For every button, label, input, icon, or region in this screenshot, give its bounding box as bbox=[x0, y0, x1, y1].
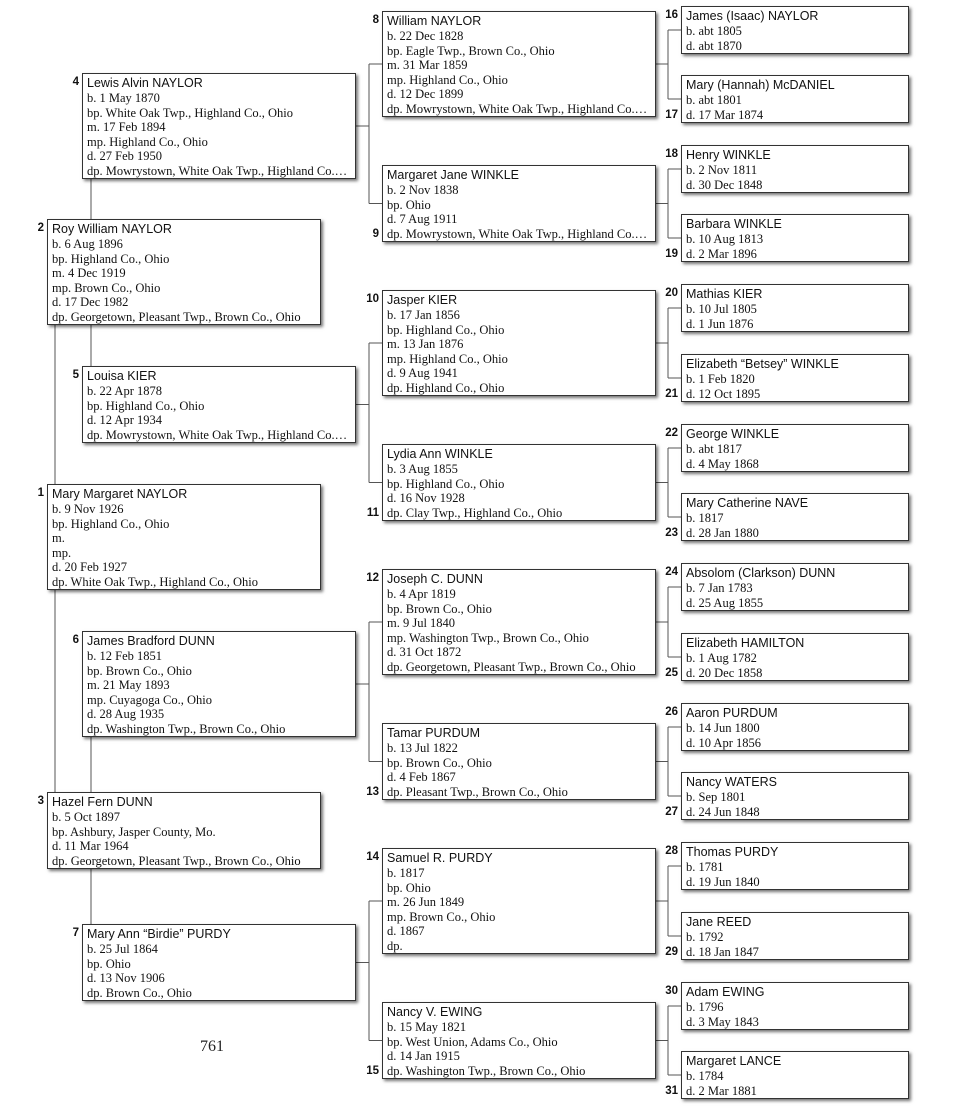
person-box-16 bbox=[681, 6, 909, 54]
person-name: Samuel R. PURDY bbox=[387, 851, 493, 865]
person-name: James (Isaac) NAYLOR bbox=[686, 9, 819, 23]
ahnentafel-number: 11 bbox=[366, 507, 379, 519]
ahnentafel-number: 27 bbox=[665, 806, 678, 818]
person-detail-line: mp. Highland Co., Ohio bbox=[87, 134, 208, 149]
person-detail-line: d. 16 Nov 1928 bbox=[387, 491, 465, 506]
person-name: Jane REED bbox=[686, 915, 752, 929]
ahnentafel-number: 31 bbox=[665, 1085, 678, 1097]
person-detail-line: dp. Pleasant Twp., Brown Co., Ohio bbox=[387, 784, 568, 799]
person-detail-line: d. 1867 bbox=[387, 924, 425, 939]
person-detail-line: b. 13 Jul 1822 bbox=[387, 741, 458, 755]
person-detail-line: m. 26 Jun 1849 bbox=[387, 895, 465, 910]
person-detail-line: dp. Georgetown, Pleasant Twp., Brown Co., Ohio bbox=[52, 309, 301, 324]
person-name: Lydia Ann WINKLE bbox=[387, 447, 493, 461]
person-detail-line: b. 14 Jun 1800 bbox=[686, 721, 760, 735]
person-detail-line: b. 1 Aug 1782 bbox=[686, 651, 757, 665]
person-detail-line: mp. Washington Twp., Brown Co., Ohio bbox=[387, 630, 589, 645]
person-box-9 bbox=[382, 165, 656, 242]
person-detail-line: d. 4 May 1868 bbox=[686, 456, 759, 471]
person-box-12 bbox=[382, 569, 656, 675]
person-detail-line: m. 31 Mar 1859 bbox=[387, 58, 468, 73]
person-detail-line: dp. Clay Twp., Highland Co., Ohio bbox=[387, 505, 563, 520]
person-detail-line: bp. White Oak Twp., Highland Co., Ohio bbox=[87, 105, 293, 120]
person-detail-line: b. 17 Jan 1856 bbox=[387, 308, 460, 322]
person-detail-line: dp. Highland Co., Ohio bbox=[387, 380, 505, 395]
ahnentafel-number: 8 bbox=[372, 14, 379, 26]
ahnentafel-number: 23 bbox=[665, 527, 678, 539]
ahnentafel-number: 4 bbox=[72, 76, 79, 88]
ahnentafel-number: 29 bbox=[665, 946, 678, 958]
person-name: Henry WINKLE bbox=[686, 148, 771, 162]
ahnentafel-number: 30 bbox=[665, 985, 678, 997]
person-detail-line: d. 12 Dec 1899 bbox=[387, 87, 464, 102]
person-box-2 bbox=[47, 219, 321, 325]
person-box-27 bbox=[681, 772, 909, 820]
person-detail-line: b. 1792 bbox=[686, 930, 724, 944]
person-detail-line: d. 7 Aug 1911 bbox=[387, 212, 458, 227]
person-detail-line: dp. Washington Twp., Brown Co., Ohio bbox=[387, 1063, 586, 1078]
person-box-20 bbox=[681, 284, 909, 332]
person-detail-line: m. 21 May 1893 bbox=[87, 678, 170, 693]
ahnentafel-number: 24 bbox=[665, 566, 678, 578]
person-detail-line: dp. Georgetown, Pleasant Twp., Brown Co., Ohio bbox=[52, 853, 301, 868]
person-detail-line: d. 3 May 1843 bbox=[686, 1014, 759, 1029]
person-name: Roy William NAYLOR bbox=[52, 222, 172, 236]
person-box-3 bbox=[47, 792, 321, 869]
person-detail-line: b. 1781 bbox=[686, 860, 724, 874]
person-detail-line: m. 4 Dec 1919 bbox=[52, 266, 126, 281]
ahnentafel-number: 14 bbox=[366, 851, 379, 863]
person-name: Louisa KIER bbox=[87, 369, 157, 383]
person-box-7 bbox=[82, 924, 356, 1001]
person-name: Thomas PURDY bbox=[686, 845, 779, 859]
person-name: Joseph C. DUNN bbox=[387, 572, 483, 586]
person-detail-line: b. abt 1801 bbox=[686, 93, 742, 107]
person-box-25 bbox=[681, 633, 909, 681]
person-detail-line: b. 6 Aug 1896 bbox=[52, 237, 123, 251]
person-detail-line: bp. Highland Co., Ohio bbox=[52, 251, 170, 266]
person-name: Barbara WINKLE bbox=[686, 217, 782, 231]
ahnentafel-number: 10 bbox=[366, 293, 379, 305]
ahnentafel-number: 15 bbox=[366, 1065, 379, 1077]
person-detail-line: mp. Brown Co., Ohio bbox=[52, 280, 161, 295]
person-detail-line: dp. Mowrystown, White Oak Twp., Highland Co.… bbox=[387, 101, 648, 116]
person-detail-line: bp. Highland Co., Ohio bbox=[87, 398, 205, 413]
person-detail-line: dp. White Oak Twp., Highland Co., Ohio bbox=[52, 574, 258, 589]
person-detail-line: d. 12 Oct 1895 bbox=[686, 386, 761, 401]
person-name: Elizabeth HAMILTON bbox=[686, 636, 805, 650]
person-detail-line: d. 28 Aug 1935 bbox=[87, 707, 165, 722]
person-detail-line: dp. Brown Co., Ohio bbox=[87, 985, 192, 1000]
ahnentafel-number: 5 bbox=[72, 369, 79, 381]
person-box-29 bbox=[681, 912, 909, 960]
person-detail-line: dp. Mowrystown, White Oak Twp., Highland Co.… bbox=[387, 226, 648, 241]
ahnentafel-number: 16 bbox=[665, 9, 678, 21]
person-detail-line: bp. Brown Co., Ohio bbox=[387, 755, 492, 770]
page-number: 761 bbox=[200, 1038, 224, 1055]
person-detail-line: mp. Brown Co., Ohio bbox=[387, 909, 496, 924]
person-detail-line: m. bbox=[52, 531, 65, 546]
person-detail-line: mp. Cuyagoga Co., Ohio bbox=[87, 692, 212, 707]
person-detail-line: bp. Highland Co., Ohio bbox=[387, 476, 505, 491]
person-box-19 bbox=[681, 214, 909, 262]
person-name: Nancy V. EWING bbox=[387, 1005, 483, 1019]
ahnentafel-number: 22 bbox=[665, 427, 678, 439]
person-box-30 bbox=[681, 982, 909, 1030]
person-detail-line: b. abt 1805 bbox=[686, 24, 742, 38]
person-name: Mary Catherine NAVE bbox=[686, 496, 809, 510]
person-detail-line: b. 7 Jan 1783 bbox=[686, 581, 753, 595]
person-name: Aaron PURDUM bbox=[686, 706, 778, 720]
person-detail-line: d. 11 Mar 1964 bbox=[52, 839, 129, 854]
person-detail-line: d. 20 Dec 1858 bbox=[686, 665, 763, 680]
person-detail-line: d. 13 Nov 1906 bbox=[87, 971, 165, 986]
person-detail-line: b. 22 Dec 1828 bbox=[387, 29, 464, 43]
ahnentafel-number: 9 bbox=[372, 228, 379, 240]
person-detail-line: bp. Ashbury, Jasper County, Mo. bbox=[52, 824, 216, 839]
person-detail-line: b. 1784 bbox=[686, 1069, 724, 1083]
person-detail-line: b. 1796 bbox=[686, 1000, 724, 1014]
person-box-24 bbox=[681, 563, 909, 611]
person-detail-line: dp. Mowrystown, White Oak Twp., Highland Co.… bbox=[87, 427, 348, 442]
person-detail-line: bp. Ohio bbox=[387, 197, 431, 212]
person-name: William NAYLOR bbox=[387, 14, 482, 28]
person-detail-line: b. 25 Jul 1864 bbox=[87, 942, 158, 956]
person-detail-line: b. 1817 bbox=[686, 511, 724, 525]
person-detail-line: d. 17 Mar 1874 bbox=[686, 107, 764, 122]
person-detail-line: d. 27 Feb 1950 bbox=[87, 149, 162, 164]
person-detail-line: d. 10 Apr 1856 bbox=[686, 735, 761, 750]
person-box-23 bbox=[681, 493, 909, 541]
person-name: Lewis Alvin NAYLOR bbox=[87, 76, 203, 90]
ahnentafel-number: 19 bbox=[665, 248, 678, 260]
person-name: Absolom (Clarkson) DUNN bbox=[686, 566, 836, 580]
person-detail-line: mp. Highland Co., Ohio bbox=[387, 72, 508, 87]
person-detail-line: m. 17 Feb 1894 bbox=[87, 120, 166, 135]
person-detail-line: b. 4 Apr 1819 bbox=[387, 587, 456, 601]
person-detail-line: d. 1 Jun 1876 bbox=[686, 316, 754, 331]
person-name: James Bradford DUNN bbox=[87, 634, 215, 648]
person-box-10 bbox=[382, 290, 656, 396]
person-name: Elizabeth “Betsey” WINKLE bbox=[686, 357, 839, 371]
person-box-1 bbox=[47, 484, 321, 590]
person-box-4 bbox=[82, 73, 356, 179]
ahnentafel-number: 20 bbox=[665, 287, 678, 299]
person-detail-line: bp. Highland Co., Ohio bbox=[52, 516, 170, 531]
ahnentafel-number: 6 bbox=[72, 634, 79, 646]
ahnentafel-number: 28 bbox=[665, 845, 678, 857]
person-box-8 bbox=[382, 11, 656, 117]
person-box-31 bbox=[681, 1051, 909, 1099]
person-detail-line: d. 28 Jan 1880 bbox=[686, 525, 759, 540]
ahnentafel-number: 26 bbox=[665, 706, 678, 718]
person-detail-line: d. 31 Oct 1872 bbox=[387, 645, 462, 660]
person-detail-line: d. abt 1870 bbox=[686, 38, 742, 53]
person-name: Mathias KIER bbox=[686, 287, 763, 301]
person-detail-line: bp. Brown Co., Ohio bbox=[87, 663, 192, 678]
person-detail-line: d. 30 Dec 1848 bbox=[686, 177, 763, 192]
person-detail-line: d. 19 Jun 1840 bbox=[686, 874, 760, 889]
ahnentafel-number: 13 bbox=[366, 786, 379, 798]
person-detail-line: bp. Ohio bbox=[387, 880, 431, 895]
ahnentafel-number: 18 bbox=[665, 148, 678, 160]
person-detail-line: m. 13 Jan 1876 bbox=[387, 337, 464, 352]
person-detail-line: b. Sep 1801 bbox=[686, 790, 746, 804]
person-detail-line: d. 14 Jan 1915 bbox=[387, 1049, 460, 1064]
person-detail-line: bp. Brown Co., Ohio bbox=[387, 601, 492, 616]
person-detail-line: bp. Eagle Twp., Brown Co., Ohio bbox=[387, 43, 555, 58]
person-name: Hazel Fern DUNN bbox=[52, 795, 153, 809]
ahnentafel-number: 12 bbox=[366, 572, 379, 584]
person-detail-line: b. 12 Feb 1851 bbox=[87, 649, 162, 663]
person-detail-line: bp. Highland Co., Ohio bbox=[387, 322, 505, 337]
person-detail-line: d. 17 Dec 1982 bbox=[52, 295, 129, 310]
person-detail-line: d. 9 Aug 1941 bbox=[387, 366, 458, 381]
person-detail-line: b. 10 Aug 1813 bbox=[686, 232, 764, 246]
person-box-21 bbox=[681, 354, 909, 402]
person-name: Mary Ann “Birdie” PURDY bbox=[87, 927, 231, 941]
person-box-15 bbox=[382, 1002, 656, 1079]
person-detail-line: d. 25 Aug 1855 bbox=[686, 595, 764, 610]
person-name: Margaret LANCE bbox=[686, 1054, 782, 1068]
person-detail-line: m. 9 Jul 1840 bbox=[387, 616, 456, 631]
person-detail-line: d. 18 Jan 1847 bbox=[686, 944, 759, 959]
person-detail-line: b. 10 Jul 1805 bbox=[686, 302, 757, 316]
person-detail-line: dp. bbox=[387, 938, 403, 953]
person-box-13 bbox=[382, 723, 656, 800]
ahnentafel-number: 3 bbox=[37, 795, 44, 807]
ahnentafel-number: 25 bbox=[665, 667, 678, 679]
person-detail-line: bp. Ohio bbox=[87, 956, 131, 971]
person-name: Mary (Hannah) McDANIEL bbox=[686, 78, 835, 92]
person-detail-line: b. 1817 bbox=[387, 866, 425, 880]
person-box-18 bbox=[681, 145, 909, 193]
person-detail-line: b. 1 Feb 1820 bbox=[686, 372, 755, 386]
person-name: Jasper KIER bbox=[387, 293, 458, 307]
person-detail-line: b. 22 Apr 1878 bbox=[87, 384, 162, 398]
ahnentafel-number: 21 bbox=[665, 388, 678, 400]
ahnentafel-number: 2 bbox=[37, 222, 44, 234]
person-name: Margaret Jane WINKLE bbox=[387, 168, 519, 182]
person-detail-line: dp. Mowrystown, White Oak Twp., Highland Co.… bbox=[87, 163, 348, 178]
ahnentafel-number: 17 bbox=[665, 109, 678, 121]
person-detail-line: dp. Georgetown, Pleasant Twp., Brown Co., Ohio bbox=[387, 659, 636, 674]
person-box-5 bbox=[82, 366, 356, 443]
person-detail-line: d. 2 Mar 1896 bbox=[686, 246, 757, 261]
person-detail-line: b. 15 May 1821 bbox=[387, 1020, 467, 1034]
person-box-26 bbox=[681, 703, 909, 751]
person-detail-line: b. 2 Nov 1811 bbox=[686, 163, 758, 177]
person-box-17 bbox=[681, 75, 909, 123]
person-name: Adam EWING bbox=[686, 985, 765, 999]
person-box-11 bbox=[382, 444, 656, 521]
person-detail-line: b. 9 Nov 1926 bbox=[52, 502, 124, 516]
person-detail-line: mp. Highland Co., Ohio bbox=[387, 351, 508, 366]
person-detail-line: d. 24 Jun 1848 bbox=[686, 804, 760, 819]
person-name: Nancy WATERS bbox=[686, 775, 777, 789]
person-detail-line: b. 3 Aug 1855 bbox=[387, 462, 458, 476]
person-name: Mary Margaret NAYLOR bbox=[52, 487, 188, 501]
ahnentafel-number: 7 bbox=[72, 927, 79, 939]
person-detail-line: b. 1 May 1870 bbox=[87, 91, 160, 105]
person-detail-line: b. 5 Oct 1897 bbox=[52, 810, 121, 824]
person-detail-line: d. 20 Feb 1927 bbox=[52, 560, 127, 575]
person-detail-line: mp. bbox=[52, 545, 72, 560]
person-detail-line: d. 2 Mar 1881 bbox=[686, 1083, 757, 1098]
person-detail-line: bp. West Union, Adams Co., Ohio bbox=[387, 1034, 558, 1049]
person-box-6 bbox=[82, 631, 356, 737]
person-detail-line: d. 4 Feb 1867 bbox=[387, 770, 456, 785]
person-detail-line: dp. Washington Twp., Brown Co., Ohio bbox=[87, 721, 286, 736]
person-name: George WINKLE bbox=[686, 427, 780, 441]
person-detail-line: b. abt 1817 bbox=[686, 442, 742, 456]
person-box-14 bbox=[382, 848, 656, 954]
person-box-28 bbox=[681, 842, 909, 890]
person-box-22 bbox=[681, 424, 909, 472]
person-name: Tamar PURDUM bbox=[387, 726, 481, 740]
person-detail-line: b. 2 Nov 1838 bbox=[387, 183, 459, 197]
person-detail-line: d. 12 Apr 1934 bbox=[87, 413, 162, 428]
ahnentafel-number: 1 bbox=[37, 487, 44, 499]
